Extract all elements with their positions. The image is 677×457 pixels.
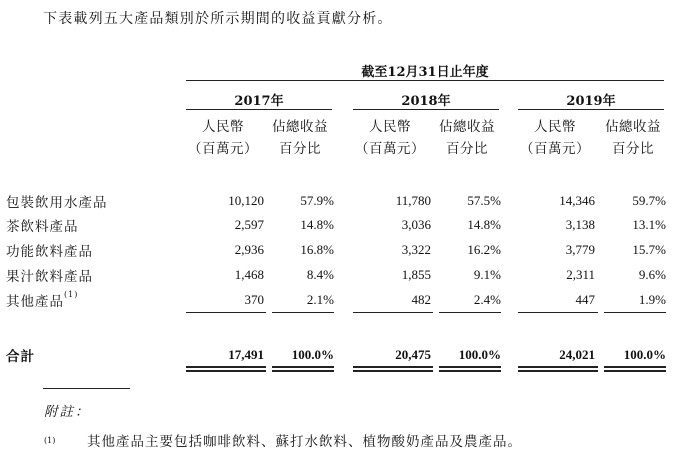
value-cell: 16.2% (467, 242, 501, 257)
footnote-mark: (1) (44, 436, 56, 445)
row-label: 茶飲料產品 (6, 219, 79, 235)
total-double-line (439, 366, 501, 368)
row-label: 功能飲料產品 (6, 244, 93, 260)
total-double-line (353, 366, 433, 368)
period-underline (186, 80, 664, 81)
value-cell: 10,120 (228, 193, 264, 208)
row-label: 包裝飲用水產品 (6, 195, 108, 211)
value-cell: 15.7% (632, 242, 666, 257)
value-cell: 1,468 (234, 267, 264, 282)
total-value: 17,491 (228, 347, 264, 362)
total-double-line (604, 366, 666, 368)
year-underline-2018 (353, 109, 499, 110)
col-header-rmb-2019: 人民幣 （百萬元） (520, 119, 590, 157)
total-label: 合計 (6, 349, 35, 365)
intro-text: 下表載列五大產品類別於所示期間的收益貢獻分析。 (43, 11, 393, 27)
value-cell: 2.4% (473, 292, 501, 307)
value-cell: 3,138 (565, 217, 595, 232)
value-cell: 9.6% (638, 267, 666, 282)
subtotal-line (518, 312, 598, 313)
footnote-text: 其他產品主要包括咖啡飲料、蘇打水飲料、植物酸奶產品及農產品。 (87, 434, 522, 450)
value-cell: 59.7% (632, 193, 666, 208)
value-cell: 11,780 (395, 193, 431, 208)
total-double-line (353, 370, 433, 372)
notes-separator (43, 388, 130, 389)
total-double-line (272, 366, 334, 368)
total-double-line (439, 370, 501, 372)
subtotal-line (353, 312, 433, 313)
col-header-rmb-2018: 人民幣 （百萬元） (355, 119, 425, 157)
total-double-line (186, 370, 266, 372)
notes-title: 附註： (44, 404, 91, 420)
row-label: 果汁飲料產品 (6, 269, 93, 285)
value-cell: 16.8% (300, 242, 334, 257)
subtotal-line (272, 312, 334, 313)
year-header-2018: 2018年 (401, 94, 451, 109)
value-cell: 9.1% (473, 267, 501, 282)
value-cell: 57.5% (467, 193, 501, 208)
total-double-line (518, 366, 598, 368)
value-cell: 13.1% (632, 217, 666, 232)
col-header-pct-2018: 佔總收益 百分比 (439, 119, 495, 157)
value-cell: 3,322 (401, 242, 431, 257)
total-double-line (186, 366, 266, 368)
value-cell: 14.8% (467, 217, 501, 232)
value-cell: 1,855 (401, 267, 431, 282)
subtotal-line (186, 312, 266, 313)
value-cell: 3,036 (401, 217, 431, 232)
value-cell: 2,936 (234, 242, 264, 257)
subtotal-line (604, 312, 666, 313)
value-cell: 57.9% (300, 193, 334, 208)
total-value: 20,475 (395, 347, 431, 362)
value-cell: 2,311 (566, 267, 595, 282)
total-double-line (518, 370, 598, 372)
period-header: 截至12月31日止年度 (361, 65, 489, 80)
row-label: 其他產品$^{(1)}$ (6, 290, 79, 310)
total-value: 100.0% (623, 347, 666, 362)
value-cell: 1.9% (638, 292, 666, 307)
value-cell: 3,779 (565, 242, 595, 257)
col-header-rmb-2017: 人民幣 （百萬元） (188, 119, 258, 157)
year-underline-2017 (186, 109, 332, 110)
value-cell: 2,597 (234, 217, 264, 232)
total-double-line (272, 370, 334, 372)
year-header-2017: 2017年 (234, 94, 284, 109)
total-value: 24,021 (559, 347, 595, 362)
footnote-ref: (1) (64, 290, 79, 299)
col-header-pct-2019: 佔總收益 百分比 (605, 119, 661, 157)
value-cell: 8.4% (306, 267, 334, 282)
value-cell: 2.1% (306, 292, 334, 307)
year-underline-2019 (518, 109, 664, 110)
col-header-pct-2017: 佔總收益 百分比 (272, 119, 328, 157)
total-value: 100.0% (458, 347, 501, 362)
value-cell: 482 (411, 292, 431, 307)
value-cell: 14.8% (300, 217, 334, 232)
value-cell: 14,346 (559, 193, 595, 208)
value-cell: 447 (575, 292, 595, 307)
total-value: 100.0% (291, 347, 334, 362)
year-header-2019: 2019年 (566, 94, 616, 109)
total-double-line (604, 370, 666, 372)
subtotal-line (439, 312, 501, 313)
value-cell: 370 (244, 292, 264, 307)
